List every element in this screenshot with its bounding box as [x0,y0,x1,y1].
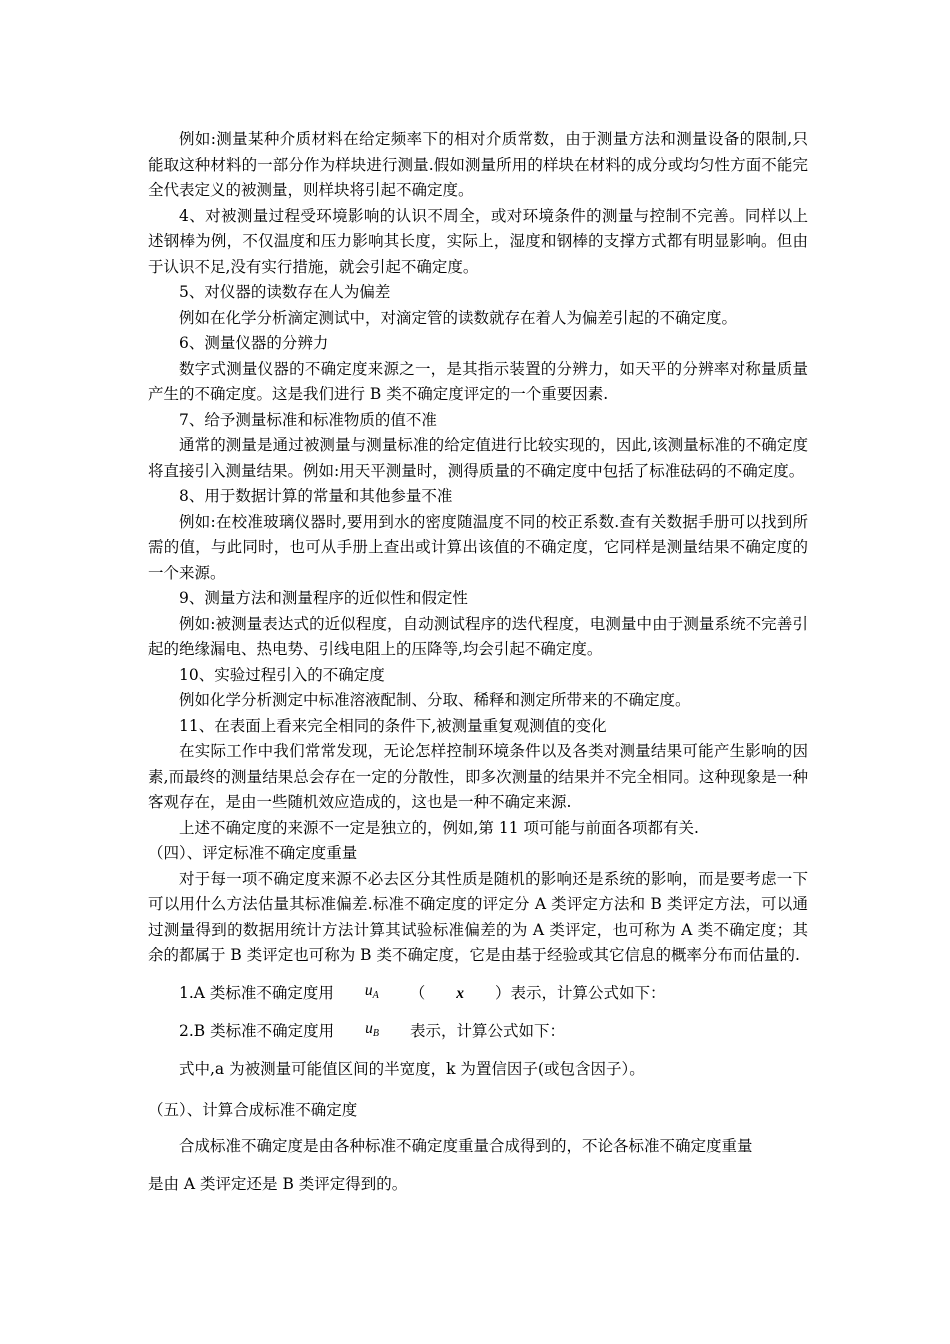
section-4-heading: （四）、评定标准不确定度重量 [148,844,358,862]
item-6-heading: 6、测量仪器的分辨力 [179,334,329,352]
item-9-heading: 9、测量方法和测量程序的近似性和假定性 [179,589,468,607]
type-a-paren-open: （ [409,983,426,1002]
item-4-environment: 4、对被测量过程受环境影响的认识不周全，或对环境条件的测量与控制不完善。同样以上述钢棒为例，不仅温度和压力影响其长度，实际上，湿度和钢棒的支撑方式都有明显影响。但由于认识不足,没有实行措施，就会引起不确定度。 [148,206,808,276]
section-5-heading: （五）、计算合成标准不确定度 [148,1100,358,1119]
section-5-line-1: 合成标准不确定度是由各种标准不确定度重量合成得到的，不论各标准不确定度重量 [179,1136,753,1155]
type-a-variable: x [456,984,465,1002]
type-a-label: 1.A 类标准不确定度用 [179,983,334,1002]
item-8-body: 例如:在校准玻璃仪器时,要用到水的密度随温度不同的校正系数.查有关数据手册可以找到所需的值，与此同时，也可从手册上查出或计算出该值的不确定度，它同样是测量结果不确定度的一个来源。 [148,512,808,582]
type-b-label: 2.B 类标准不确定度用 [179,1021,335,1040]
type-b-formula-line [148,1013,808,1051]
type-a-symbol: $u_A$ [364,982,379,1002]
paragraph-sample-material: 例如:测量某种介质材料在给定频率下的相对介质常数，由于测量方法和测量设备的限制,只能取这种材料的一部分作为样块进行测量.假如测量所用的样块在材料的成分或均匀性方面不能完全代表定义的被测量，则样块将引起不确定度。 [148,130,808,199]
type-b-symbol: $u_B$ [365,1020,379,1040]
document-page [148,127,808,1199]
item-10-body: 例如化学分析测定中标准溶液配制、分取、稀释和测定所带来的不确定度。 [179,691,691,709]
section-5-line-2: 是由 A 类评定还是 B 类评定得到的。 [148,1174,408,1193]
item-10-heading: 10、实验过程引入的不确定度 [179,665,385,684]
item-11-heading: 11、在表面上看来完全相同的条件下,被测量重复观测值的变化 [179,716,607,735]
item-7-heading: 7、给予测量标准和标准物质的值不准 [179,410,437,429]
formula-note: 式中,a 为被测量可能值区间的半宽度，k 为置信因子(或包含因子）。 [179,1059,645,1078]
item-8-heading: 8、用于数据计算的常量和其他参量不准 [179,487,453,505]
type-a-suffix: ）表示，计算公式如下： [495,983,666,1002]
formula-note-line [148,1051,808,1089]
item-9-body: 例如:被测量表达式的近似程度，自动测试程序的迭代程度，电测量中由于测量系统不完善引起的绝缘漏电、热电势、引线电阻上的压降等,均会引起不确定度。 [148,614,808,658]
section-4-body: 对于每一项不确定度来源不必去区分其性质是随机的影响还是系统的影响，而是要考虑一下可以用什么方法估量其标准偏差.标准不确定度的评定分 A 类评定方法和 B 类评定方法，可以通过测量得到的数据用统计方法计算其试验标准偏差的为 A 类评定，也可称为 A 类不确定度；其余的都属于 B 类评定也可称为 B 类不确定度，它是由基于经验或其它信息的概率分布而估量的. [148,869,808,964]
item-5-heading: 5、对仪器的读数存在人为偏差 [179,283,391,301]
item-6-body: 数字式测量仪器的不确定度来源之一，是其指示装置的分辨力，如天平的分辨率对称量质量产生的不确定度。这是我们进行 B 类不确定度评定的一个重要因素. [148,359,808,403]
item-11-body: 在实际工作中我们常常发现，无论怎样控制环境条件以及各类对测量结果可能产生影响的因素,而最终的测量结果总会存在一定的分散性，即多次测量的结果并不完全相同。这种现象是一种客观存在，是由一些随机效应造成的，这也是一种不确定来源. [148,742,808,811]
type-a-formula-line [148,975,808,1013]
section-5-body [148,1131,808,1199]
sources-summary: 上述不确定度的来源不一定是独立的，例如,第 11 项可能与前面各项都有关. [179,818,699,837]
item-5-body: 例如在化学分析滴定测试中，对滴定管的读数就存在着人为偏差引起的不确定度。 [179,308,738,327]
type-b-suffix: 表示，计算公式如下： [409,1021,565,1040]
item-7-body: 通常的测量是通过被测量与测量标准的给定值进行比较实现的，因此,该测量标准的不确定度将直接引入测量结果。例如:用天平测量时，测得质量的不确定度中包括了标准砝码的不确定度。 [148,436,808,480]
